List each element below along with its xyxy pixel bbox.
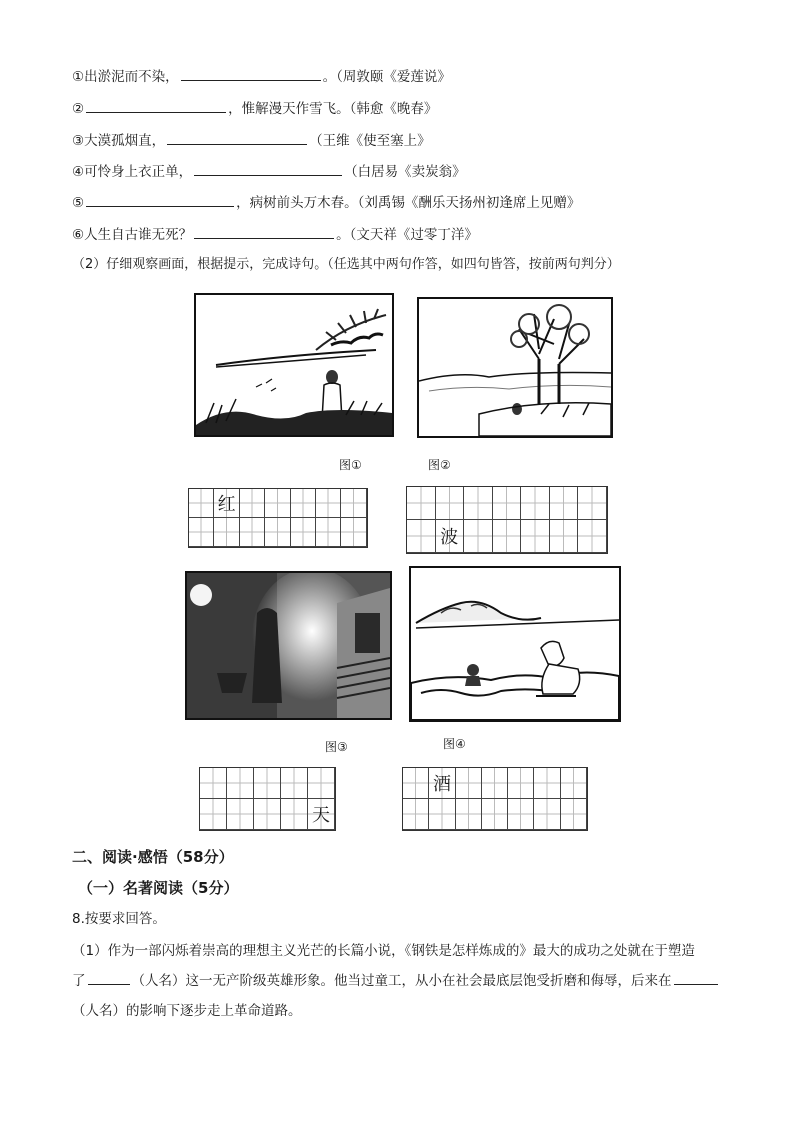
answer-blank-4[interactable]	[194, 161, 342, 176]
grid-cell[interactable]	[200, 768, 227, 799]
grid-cell[interactable]	[240, 518, 265, 547]
figure-1-caption: 图①	[339, 458, 362, 472]
grid-cell[interactable]	[316, 489, 341, 518]
grid-cell[interactable]	[534, 799, 560, 830]
poem-line-1	[72, 66, 451, 87]
poem-5-prefix: ⑤	[72, 195, 85, 211]
grid-cell[interactable]	[578, 487, 607, 520]
grid-cell[interactable]	[482, 768, 508, 799]
figure-4-caption: 图④	[443, 737, 466, 751]
grid-cell[interactable]	[550, 520, 579, 553]
figure-3-caption: 图③	[325, 740, 348, 754]
grid-cell[interactable]	[281, 768, 308, 799]
poem-1-prefix: ①出淤泥而不染，	[72, 69, 179, 85]
grid-cell[interactable]	[561, 799, 587, 830]
grid-cell[interactable]	[291, 489, 316, 518]
poem-line-2	[72, 98, 437, 119]
grid-cell[interactable]	[254, 768, 281, 799]
grid-cell[interactable]	[407, 487, 436, 520]
name-blank-2[interactable]	[674, 970, 718, 985]
grid-cell[interactable]	[521, 520, 550, 553]
grid-cell[interactable]	[456, 799, 482, 830]
grid-cell[interactable]	[254, 799, 281, 830]
answer-grid-3[interactable]	[199, 767, 336, 831]
question-8-1	[72, 936, 732, 1026]
grid-cell[interactable]	[508, 768, 534, 799]
grid-hint-cell: 红	[214, 489, 239, 518]
grid-cell[interactable]	[240, 489, 265, 518]
grid-cell[interactable]	[341, 489, 366, 518]
grid-cell[interactable]	[561, 768, 587, 799]
poem-3-prefix: ③大漠孤烟直，	[72, 133, 166, 149]
grid-cell[interactable]	[534, 768, 560, 799]
grid-cell[interactable]	[265, 518, 290, 547]
answer-grid-1[interactable]	[188, 488, 368, 548]
figure-4-image	[409, 566, 621, 722]
grid-hint-cell: 波	[436, 520, 465, 553]
figure-3-image	[185, 571, 392, 720]
poem-4-source: （白居易《卖炭翁》	[344, 164, 466, 180]
poem-5-source: ，病树前头万木春。（刘禹锡《酬乐天扬州初逢席上见赠》	[236, 195, 581, 211]
grid-cell[interactable]	[482, 799, 508, 830]
answer-blank-5[interactable]	[86, 192, 234, 207]
grid-cell[interactable]	[436, 487, 465, 520]
grid-cell[interactable]	[265, 489, 290, 518]
question-8-1-line-1: （1）作为一部闪烁着崇高的理想主义光芒的长篇小说，《钢铁是怎样炼成的》最大的成功之处就在于塑造	[72, 943, 695, 959]
grid-cell[interactable]	[464, 520, 493, 553]
grid-cell[interactable]	[403, 799, 429, 830]
answer-blank-2[interactable]	[86, 98, 226, 113]
question-8: 8.按要求回答。	[72, 911, 166, 927]
grid-hint-cell: 酒	[429, 768, 455, 799]
question-8-1-line-2	[72, 966, 732, 996]
text-fragment: （人名）这一无产阶级英雄形象。他当过童工，从小在社会最底层饱受折磨和侮辱，后来在	[131, 973, 672, 989]
poem-2-source: ，惟解漫天作雪飞。（韩愈《晚春》	[228, 101, 438, 117]
grid-cell[interactable]	[429, 799, 455, 830]
figure-2-image	[417, 297, 613, 438]
grid-cell[interactable]	[200, 799, 227, 830]
grid-cell[interactable]	[456, 768, 482, 799]
question-8-1-line-3: （人名）的影响下逐步走上革命道路。	[72, 1003, 302, 1019]
grid-cell[interactable]	[493, 520, 522, 553]
answer-grid-2[interactable]	[406, 486, 608, 554]
answer-blank-6[interactable]	[194, 224, 334, 239]
grid-cell[interactable]	[189, 518, 214, 547]
text-fragment: 了	[72, 973, 86, 989]
grid-cell[interactable]	[189, 489, 214, 518]
figure-1-image	[194, 293, 394, 437]
poem-6-prefix: ⑥人生自古谁无死？	[72, 227, 193, 243]
grid-cell[interactable]	[316, 518, 341, 547]
grid-cell[interactable]	[578, 520, 607, 553]
grid-cell[interactable]	[493, 487, 522, 520]
poem-3-source: （王维《使至塞上》	[309, 133, 431, 149]
name-blank-1[interactable]	[88, 970, 130, 985]
section-title: 二、阅读·感悟（58分）	[72, 848, 234, 866]
figure-2-caption: 图②	[428, 458, 451, 472]
grid-cell[interactable]	[521, 487, 550, 520]
grid-cell[interactable]	[403, 768, 429, 799]
grid-cell[interactable]	[308, 768, 335, 799]
grid-hint-cell: 天	[308, 799, 335, 830]
instruction-text: （2）仔细观察画面，根据提示，完成诗句。（任选其中两句作答，如四句皆答，按前两句判分）	[72, 257, 620, 272]
answer-grid-4[interactable]	[402, 767, 588, 831]
grid-cell[interactable]	[291, 518, 316, 547]
grid-cell[interactable]	[214, 518, 239, 547]
answer-blank-3[interactable]	[167, 130, 307, 145]
poem-line-5	[72, 192, 580, 213]
grid-cell[interactable]	[227, 799, 254, 830]
grid-cell[interactable]	[341, 518, 366, 547]
poem-line-4	[72, 161, 466, 182]
poem-4-prefix: ④可怜身上衣正单，	[72, 164, 193, 180]
grid-cell[interactable]	[227, 768, 254, 799]
grid-cell[interactable]	[281, 799, 308, 830]
poem-2-prefix: ②	[72, 101, 85, 117]
grid-cell[interactable]	[464, 487, 493, 520]
poem-line-3	[72, 130, 431, 151]
grid-cell[interactable]	[508, 799, 534, 830]
grid-cell[interactable]	[550, 487, 579, 520]
subsection-title: （一）名著阅读（5分）	[78, 879, 239, 897]
answer-blank-1[interactable]	[181, 66, 321, 81]
poem-6-source: 。（文天祥《过零丁洋》	[336, 227, 478, 243]
grid-cell[interactable]	[407, 520, 436, 553]
poem-1-source: 。（周敦颐《爱莲说》	[322, 69, 451, 85]
poem-line-6	[72, 224, 478, 245]
